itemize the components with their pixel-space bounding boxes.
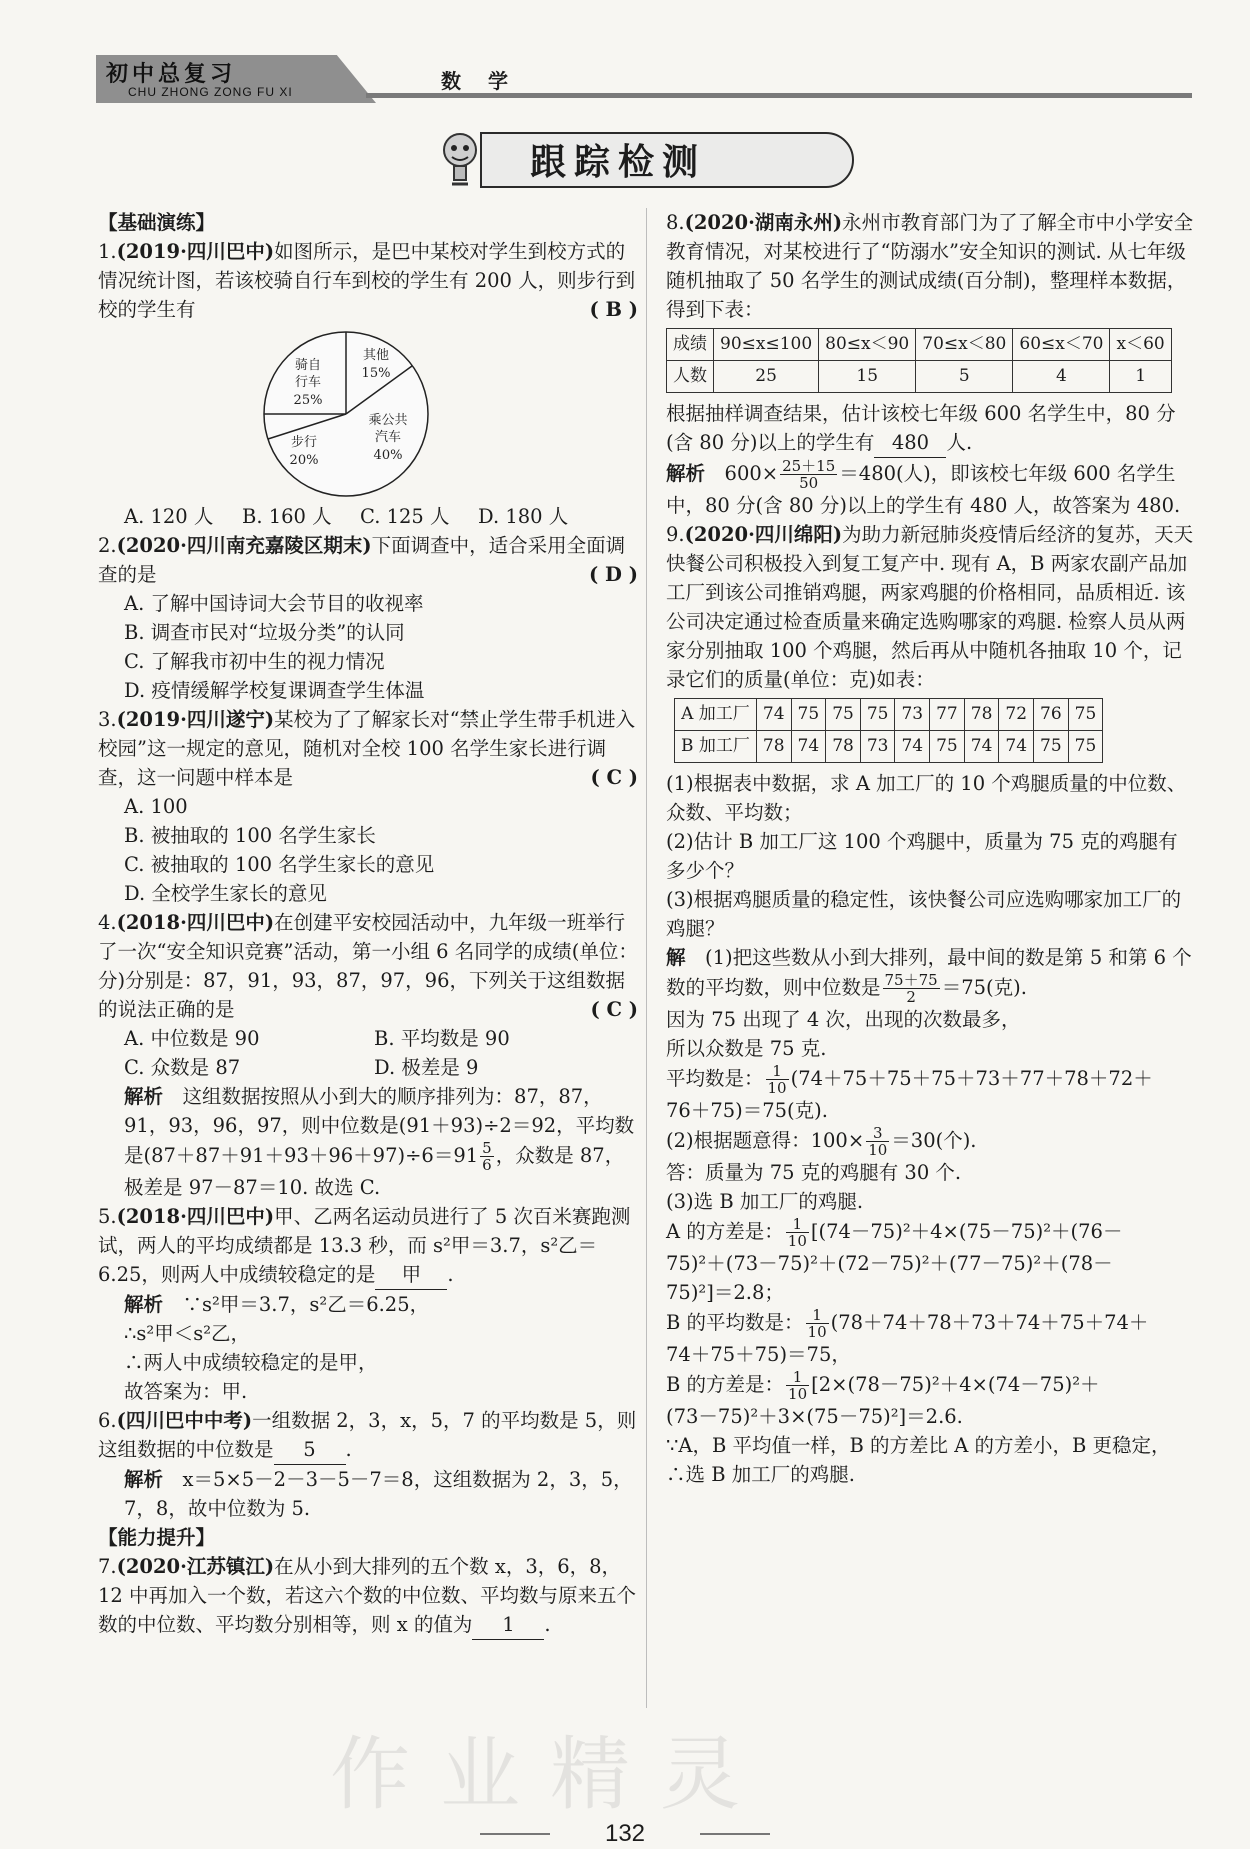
question-9: 9.(2020·四川绵阳)为助力新冠肺炎疫情后经济的复苏，天天快餐公司积极投入到复工复产中. 现有 A，B 两家农副产品加工厂到该公司推销鸡腿，两家鸡腿的价格相同，品质相近. 该公司决定通过检查质量来确定选购哪家的鸡腿. 检察人员从两家分别抽取 100 个鸡腿，然后再从中随机各抽取 10 个，记录它们的质量(单位：克)如表： A 加工厂 74 75 75 75 73 77 78 72 76 75 B 加工厂 78 74 78 73 74 75 74 74 75 75 (1)根据表中数据，求 A 加工厂的 10 个鸡腿质量的中位数、众数、平均数； (2)估计 B 加工厂这 100 个鸡腿中，质量为 75 克的鸡腿有多少个？ (3)根据鸡腿质量的稳定性，该快餐公司应选购哪家加工厂的鸡腿？ 解 (1)把这些数从小到大排列，最中间的数是第 5 和第 6 个数的平均数，则中位数是 $\frac{75+75}{2}$ ＝75(克). 因为 75 出现了 4 次，出现的次数最多， 所以众数是 75 克. 平均数是： $\frac{1}{10}$ (74＋75＋75＋75＋73＋77＋78＋72＋ 76＋75)＝75(克). (2)根据题意得：100× $\frac{3}{10}$ ＝30(个). 答：质量为 75 克的鸡腿有 30 个. (3)选 B 加工厂的鸡腿. A 的方差是： $\frac{1}{10}$ [(74－75)²＋4×(75－75)²＋(76－ 75)²＋(73－75)²＋(72－75)²＋(77－75)²＋(78－ 75)²]＝2.8； B 的平均数是： $\frac{1}{10}$ (78＋74＋78＋73＋74＋75＋74＋ 74＋75＋75)＝75， B 的方差是： $\frac{1}{10}$ [2×(78－75)²＋4×(74－75)²＋ (73－75)²＋3×(75－75)²]＝2.6. ∵A，B 平均值一样，B 的方差比 A 的方差小，B 更稳定， ∴选 B 加工厂的鸡腿. xyxy=(666,523,1194,1486)
fraction: $\frac{1}{10}$ xyxy=(767,1062,787,1097)
question-1: 1.(2019·四川巴中)如图所示，是巴中某校对学生到校方式的情况统计图，若该校骑自行车到校的学生有 200 人，则步行到校的学生有 ( B ) 骑自 行车 25% 其他 15% 乘公共 汽车 40% 步行 20% A. 120 人 B. 160 人 C. 125 人 D. 180 人 xyxy=(98,240,638,528)
pie-chart xyxy=(236,324,456,500)
pie-label-bike: 行车 xyxy=(294,375,322,390)
answer-blank: 甲 xyxy=(375,1260,447,1290)
watermark: 作业精灵 xyxy=(330,1728,770,1821)
fraction: $\frac{25+15}{50}$ xyxy=(782,457,836,492)
fraction: $\frac{1}{10}$ xyxy=(788,1368,808,1403)
q1-text: 如图所示，是巴中某校对学生到校方式的情况统计图，若该校骑自行车到校的学生有 200 人，则步行到校的学生有 xyxy=(98,240,636,321)
fraction: $\frac{75+75}{2}$ xyxy=(884,971,938,1006)
series-pinyin: CHU ZHONG ZONG FU XI xyxy=(128,85,293,99)
pie-label-bus-pct: 40% xyxy=(373,448,403,463)
pie-label-walk: 步行 xyxy=(290,435,318,450)
pie-label-bike: 骑自 xyxy=(294,358,322,373)
question-8: 8.(2020·湖南永州)永州市教育部门为了了解全市中小学安全教育情况，对某校进行了“防溺水”安全知识的测试. 从七年级随机抽取了 50 名学生的测试成绩(百分制)，整理样本数据，得到下表： 成绩 90≤x≤100 80≤x＜90 70≤x＜80 60≤x＜70 x＜60 人数 25 15 5 4 1 根据抽样调查结果，估计该校七年级 600 名学生中，80 分(含 80 分)以上的学生有 480 人. 解析 600× $\frac{25+15}{50}$ ＝480(人)，即该校七年级 600 名学生中，80 分(含 80 分)以上的学生有 480 人，故答案为 480. xyxy=(666,211,1194,517)
banner-title: 跟踪检测 xyxy=(530,141,707,183)
question-3: 3.(2019·四川遂宁)某校为了了解家长对“禁止学生带手机进入校园”这一规定的意见，随机对全校 100 名学生家长进行调查，这一问题中样本是 ( C ) A. 100 B. 被抽取的 100 名学生家长 C. 被抽取的 100 名学生家长的意见 D. 全校学生家长的意见 xyxy=(98,708,638,905)
subject-label: 数 学 xyxy=(441,69,518,93)
solution-label: 解析 xyxy=(124,1085,164,1108)
q1-source: (2019·四川巴中) xyxy=(116,240,275,263)
column-divider xyxy=(646,208,647,1708)
pie-label-bus: 汽车 xyxy=(374,430,402,445)
question-6: 6.(四川巴中中考)一组数据 2，3，x，5，7 的平均数是 5，则这组数据的中位数是 5 . 解析 x＝5×5－2－3－5－7＝8，这组数据为 2，3，5，7，8，故中位数为 5. xyxy=(98,1409,637,1520)
question-2: 2.(2020·四川南充嘉陵区期末)下面调查中，适合采用全面调查的是 ( D ) A. 了解中国诗词大会节目的收视率 B. 调查市民对“垃圾分类”的认同 C. 了解我市初中生的视力情况 D. 疫情缓解学校复课调查学生体温 xyxy=(98,534,638,702)
answer-blank: 480 xyxy=(874,428,946,458)
q1-answer: ( B ) xyxy=(589,298,638,321)
page-number: 132 xyxy=(604,1820,646,1847)
left-column xyxy=(98,208,638,1640)
fraction: $\frac{1}{10}$ xyxy=(807,1306,827,1341)
right-column xyxy=(666,208,1194,1489)
answer-blank: 1 xyxy=(472,1610,544,1640)
fraction: $\frac{1}{10}$ xyxy=(787,1215,807,1250)
question-7: 7.(2020·江苏镇江)在从小到大排列的五个数 x，3，6，8，12 中再加入一个数，若这六个数的中位数、平均数与原来五个数的中位数、平均数分别相等，则 x 的值为 1 . xyxy=(98,1552,638,1640)
pie-label-bus: 乘公共 xyxy=(368,413,408,428)
score-table: 成绩 90≤x≤100 80≤x＜90 70≤x＜80 60≤x＜70 x＜60 人数 25 15 5 4 1 xyxy=(666,328,1172,393)
page-header xyxy=(96,55,1192,103)
fraction: $\frac{3}{10}$ xyxy=(868,1124,888,1159)
pie-label-bike-pct: 25% xyxy=(293,393,323,408)
section-basic: 【基础演练】 xyxy=(98,211,216,234)
section-banner xyxy=(430,128,860,186)
pie-label-other-pct: 15% xyxy=(361,366,391,381)
pie-label-other: 其他 xyxy=(362,348,390,363)
question-5: 5.(2018·四川巴中)甲、乙两名运动员进行了 5 次百米赛跑测试，两人的平均成绩都是 13.3 秒，而 s²甲＝3.7，s²乙＝6.25，则两人中成绩较稳定的是 甲 . 解析 ∵s²甲＝3.7，s²乙＝6.25， ∴s²甲＜s²乙， ∴两人中成绩较稳定的是甲， 故答案为：甲. xyxy=(98,1205,631,1403)
answer-blank: 5 xyxy=(274,1435,346,1465)
section-advanced: 【能力提升】 xyxy=(98,1526,216,1549)
question-4: 4.(2018·四川巴中)在创建平安校园活动中，九年级一班举行了一次“安全知识竞赛”活动，第一小组 6 名同学的成绩(单位：分)分别是：87，91，93，87，97，96，下列关于这组数据的说法正确的是 ( C ) A. 中位数是 90 B. 平均数是 90 C. 众数是 87 D. 极差是 9 解析 这组数据按照从小到大的顺序排列为：87，87，91，93，96，97，则中位数是(91＋93)÷2＝92，平均数是(87＋87＋91＋93＋96＋97)÷6＝91 $\frac{5}{6}$ ，众数是 87，极差是 97－87＝10. 故选 C. xyxy=(98,911,638,1199)
series-title: 初中总复习 xyxy=(106,61,237,87)
page-ornament-left xyxy=(480,1833,550,1835)
page-ornament-right xyxy=(700,1833,770,1835)
pie-label-walk-pct: 20% xyxy=(289,453,319,468)
fraction: $\frac{5}{6}$ xyxy=(482,1139,492,1174)
weight-table: A 加工厂 74 75 75 75 73 77 78 72 76 75 B 加工厂 78 74 78 73 74 75 74 74 75 75 xyxy=(674,698,1103,763)
mascot-icon xyxy=(430,128,490,188)
